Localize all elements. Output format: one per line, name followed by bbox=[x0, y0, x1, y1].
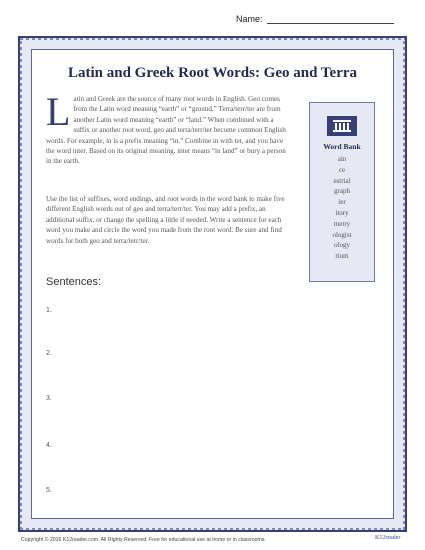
sentence-line-1[interactable] bbox=[46, 307, 372, 321]
word-bank-item: ology bbox=[334, 241, 350, 250]
sentence-number: 3. bbox=[46, 395, 52, 402]
sentences-heading: Sentences: bbox=[46, 276, 102, 288]
directions-paragraph: Use the list of suffixes, word endings, and root words in the word bank to make five different English words out of geo and terra/terr/ter. You may add a prefix, an additional suffix, or change the spelling a little if needed. Write a sentence for each word you make and circle the word you made from the root word. Be sure and find words for both geo and terra/terr/ter. bbox=[46, 195, 285, 245]
word-bank-item: rium bbox=[335, 252, 349, 261]
sentence-number: 2. bbox=[46, 350, 52, 357]
column-building-icon bbox=[327, 116, 357, 136]
drop-cap: L bbox=[46, 89, 71, 134]
sentence-number: 1. bbox=[46, 307, 52, 314]
name-input-line[interactable] bbox=[267, 14, 394, 24]
sentence-line-3[interactable] bbox=[46, 395, 372, 409]
sentence-line-2[interactable] bbox=[46, 350, 372, 364]
intro-text: atin and Greek are the source of many root words in English. Geo comes from the Latin word meaning “earth” or “ground.” Terra/terr/ter are from another Latin word meaning “earth” or “land.” When combined with a suffix or another root word, geo and terra/terr/ter become common English words. For example, in is a prefix meaning “in.” Combine in with ter, and you have the word inter. Based on its original meaning, inter means “in land” or bury a person in the earth. bbox=[46, 95, 286, 166]
name-field-row bbox=[236, 14, 394, 24]
name-label: Name: bbox=[236, 14, 263, 24]
greek-key-border-frame bbox=[18, 36, 407, 532]
worksheet-title: Latin and Greek Root Words: Geo and Terra bbox=[67, 65, 358, 81]
word-bank-list bbox=[310, 154, 374, 262]
word-bank-item: estrial bbox=[333, 176, 351, 185]
word-bank-item: ce bbox=[338, 165, 346, 174]
k12reader-logo: K12reader bbox=[375, 535, 401, 541]
word-bank-item: ologist bbox=[332, 230, 352, 239]
word-bank-box bbox=[309, 102, 375, 282]
copyright-footer: Copyright © 2016 K12reader.com. All Rights Reserved. Free for educational use at home or in classrooms. bbox=[21, 537, 266, 543]
word-bank-item: metry bbox=[333, 219, 351, 228]
word-bank-item: graph bbox=[334, 187, 350, 196]
worksheet-panel bbox=[31, 49, 394, 519]
word-bank-item: itory bbox=[335, 208, 349, 217]
sentence-line-5[interactable] bbox=[46, 487, 372, 501]
intro-paragraph bbox=[46, 89, 290, 167]
sentence-line-4[interactable] bbox=[46, 442, 372, 456]
word-bank-title: Word Bank bbox=[323, 142, 361, 151]
word-bank-item: ain bbox=[337, 155, 347, 163]
sentence-number: 5. bbox=[46, 487, 52, 494]
word-bank-item: ier bbox=[338, 198, 346, 207]
sentence-number: 4. bbox=[46, 442, 52, 449]
